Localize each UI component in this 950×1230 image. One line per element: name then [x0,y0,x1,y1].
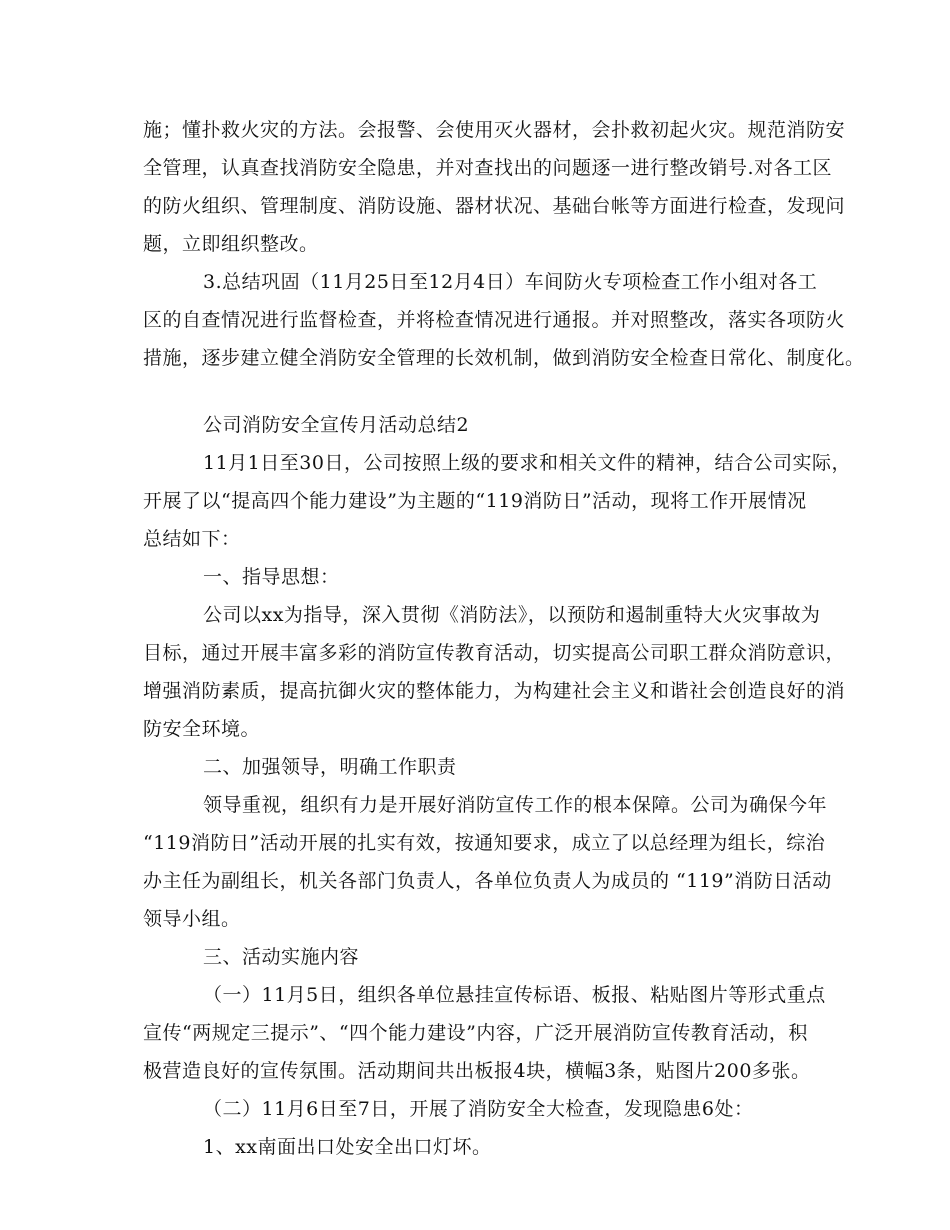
text-line-23: （一）11月5日，组织各单位悬挂宣传标语、板报、粘贴图片等形式重点 [203,984,826,1006]
heading-guiding-thought: 一、指导思想： [203,566,340,588]
text-line-21: 领导小组。 [143,908,241,930]
text-line-7: 措施，逐步建立健全消防安全管理的长效机制，做到消防安全检查日常化、制度化。 [143,347,865,369]
text-line-14: 目标，通过开展丰富多彩的消防宣传教育活动，切实提高公司职工群众消防意识， [143,642,846,664]
text-line-10: 开展了以“提高四个能力建设”为主题的“119消防日”活动，现将工作开展情况 [143,490,807,512]
section-title: 公司消防安全宣传月活动总结2 [203,414,470,436]
text-line-16: 防安全环境。 [143,718,261,740]
text-line-13: 公司以xx为指导，深入贯彻《消防法》，以预防和遏制重特大火灾事故为 [203,604,821,626]
text-line-4: 题，立即组织整改。 [143,233,319,255]
text-line-2: 全管理，认真查找消防安全隐患，并对查找出的问题逐一进行整改销号.对各工区 [143,157,833,179]
text-line-25: 极营造良好的宣传氛围。活动期间共出板报4块，横幅3条，贴图片200多张。 [143,1060,811,1082]
heading-leadership: 二、加强领导，明确工作职责 [203,756,457,778]
text-line-19: “119消防日”活动开展的扎实有效，按通知要求，成立了以总经理为组长，综治 [143,832,826,854]
text-line-18: 领导重视，组织有力是开展好消防宣传工作的根本保障。公司为确保今年 [203,794,828,816]
text-line-20: 办主任为副组长，机关各部门负责人，各单位负责人为成员的 “119”消防日活动 [143,870,832,892]
text-line-26: （二）11月6日至7日，开展了消防安全大检查，发现隐患6处： [203,1098,754,1120]
text-line-3: 的防火组织、管理制度、消防设施、器材状况、基础台帐等方面进行检查，发现问 [143,195,846,217]
text-line-6: 区的自查情况进行监督检查，并将检查情况进行通报。并对照整改，落实各项防火 [143,309,846,331]
text-line-11: 总结如下： [143,528,241,550]
text-line-9: 11月1日至30日，公司按照上级的要求和相关文件的精神，结合公司实际， [203,452,851,474]
heading-activities: 三、活动实施内容 [203,946,360,968]
text-line-27: 1、xx南面出口处安全出口灯坏。 [203,1136,492,1158]
text-line-24: 宣传“两规定三提示”、“四个能力建设”内容，广泛开展消防宣传教育活动，积 [143,1022,808,1044]
text-line-5: 3.总结巩固（11月25日至12月4日）车间防火专项检查工作小组对各工 [203,271,818,293]
text-line-1: 施；懂扑救火灾的方法。会报警、会使用灭火器材，会扑救初起火灾。规范消防安 [143,119,846,141]
text-line-15: 增强消防素质，提高抗御火灾的整体能力，为构建社会主义和谐社会创造良好的消 [143,680,846,702]
